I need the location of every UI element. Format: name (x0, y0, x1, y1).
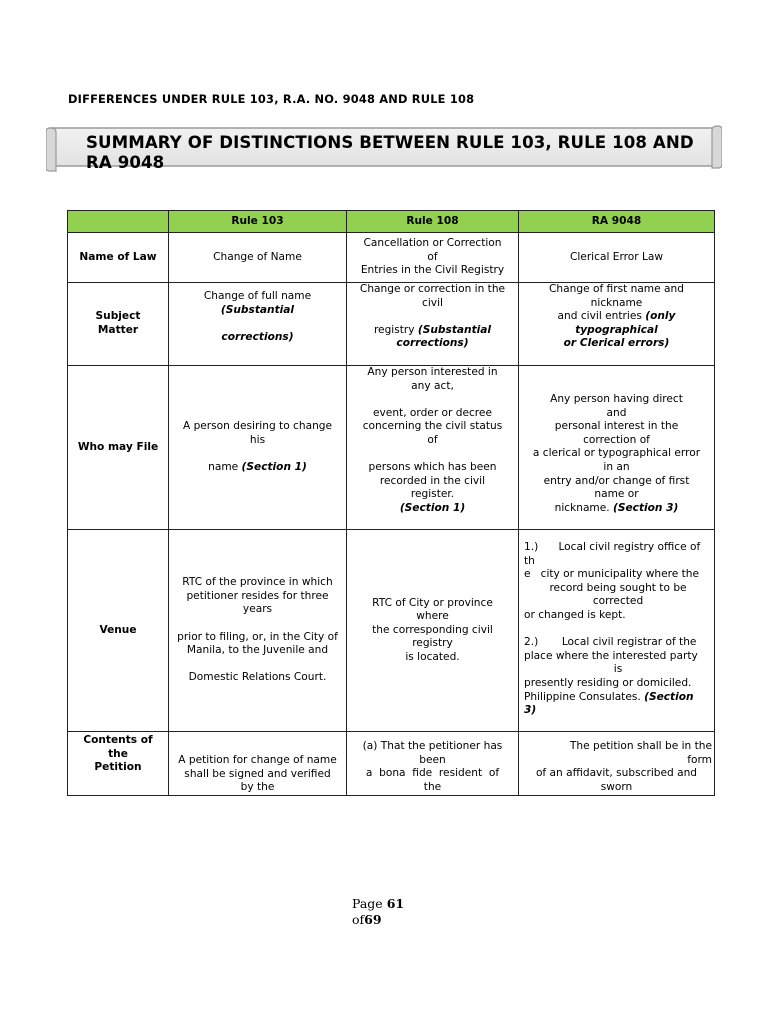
cell-rule-103: Change of Name (169, 233, 347, 283)
cell-rule-108: Any person interested in any act, event, order or decree concerning the civil status of persons which has been recorded in the civil register. (Section 1) (347, 366, 519, 530)
cell-rule-103: RTC of the province in which petitioner resides for three years prior to filing, or, in the City of Manila, to the Juvenile and Domestic Relations Court. (169, 530, 347, 732)
header-empty (68, 211, 169, 233)
page-number: 61 (386, 896, 405, 911)
cell-ra-9048: Clerical Error Law (519, 233, 715, 283)
row-name-of-law (68, 233, 715, 283)
row-label: Name of Law (68, 233, 169, 283)
cell-rule-108: RTC of City or province where the corresponding civil registry is located. (347, 530, 519, 732)
of-word: of (352, 912, 365, 927)
page-total: 69 (364, 912, 382, 927)
cell-rule-108: Change or correction in the civil registry (Substantial corrections) (347, 283, 519, 366)
header-rule-108: Rule 108 (347, 211, 519, 233)
cell-ra-9048: The petition shall be in the form of an affidavit, subscribed and sworn (519, 732, 715, 796)
distinctions-table (67, 210, 715, 796)
row-label: Venue (68, 530, 169, 732)
page-word: Page (352, 896, 383, 911)
table-header-row (68, 211, 715, 233)
row-label: Contents of the Petition (68, 732, 169, 796)
cell-rule-103: A petition for change of name shall be signed and verified by the (169, 732, 347, 796)
page-footer (352, 896, 404, 928)
row-subject-matter (68, 283, 715, 366)
cell-rule-108: Cancellation or Correction of Entries in the Civil Registry (347, 233, 519, 283)
cell-rule-108: (a) That the petitioner has been a bona fide resident of the (347, 732, 519, 796)
row-who-may-file (68, 366, 715, 530)
cell-ra-9048: Change of first name and nickname and civil entries (only typographical or Clerical errors) (519, 283, 715, 366)
summary-banner (46, 124, 722, 172)
header-rule-103: Rule 103 (169, 211, 347, 233)
cell-rule-103: Change of full name (Substantial corrections) (169, 283, 347, 366)
row-label: Subject Matter (68, 283, 169, 366)
row-label: Who may File (68, 366, 169, 530)
cell-ra-9048: 1.) Local civil registry office of th e city or municipality where the record being sought to be corrected or changed is kept. 2.) Local civil registrar of the place where the interested party is presently residing or domiciled. Philippine Consulates. (Section 3) (519, 530, 715, 732)
document-heading: DIFFERENCES UNDER RULE 103, R.A. NO. 9048 AND RULE 108 (68, 92, 475, 106)
cell-rule-103: A person desiring to change his name (Section 1) (169, 366, 347, 530)
row-venue (68, 530, 715, 732)
row-contents-of-petition (68, 732, 715, 796)
header-ra-9048: RA 9048 (519, 211, 715, 233)
cell-ra-9048: Any person having direct and personal interest in the correction of a clerical or typographical error in an entry and/or change of first name or nickname. (Section 3) (519, 366, 715, 530)
summary-title: SUMMARY OF DISTINCTIONS BETWEEN RULE 103, RULE 108 AND RA 9048 (86, 133, 694, 172)
